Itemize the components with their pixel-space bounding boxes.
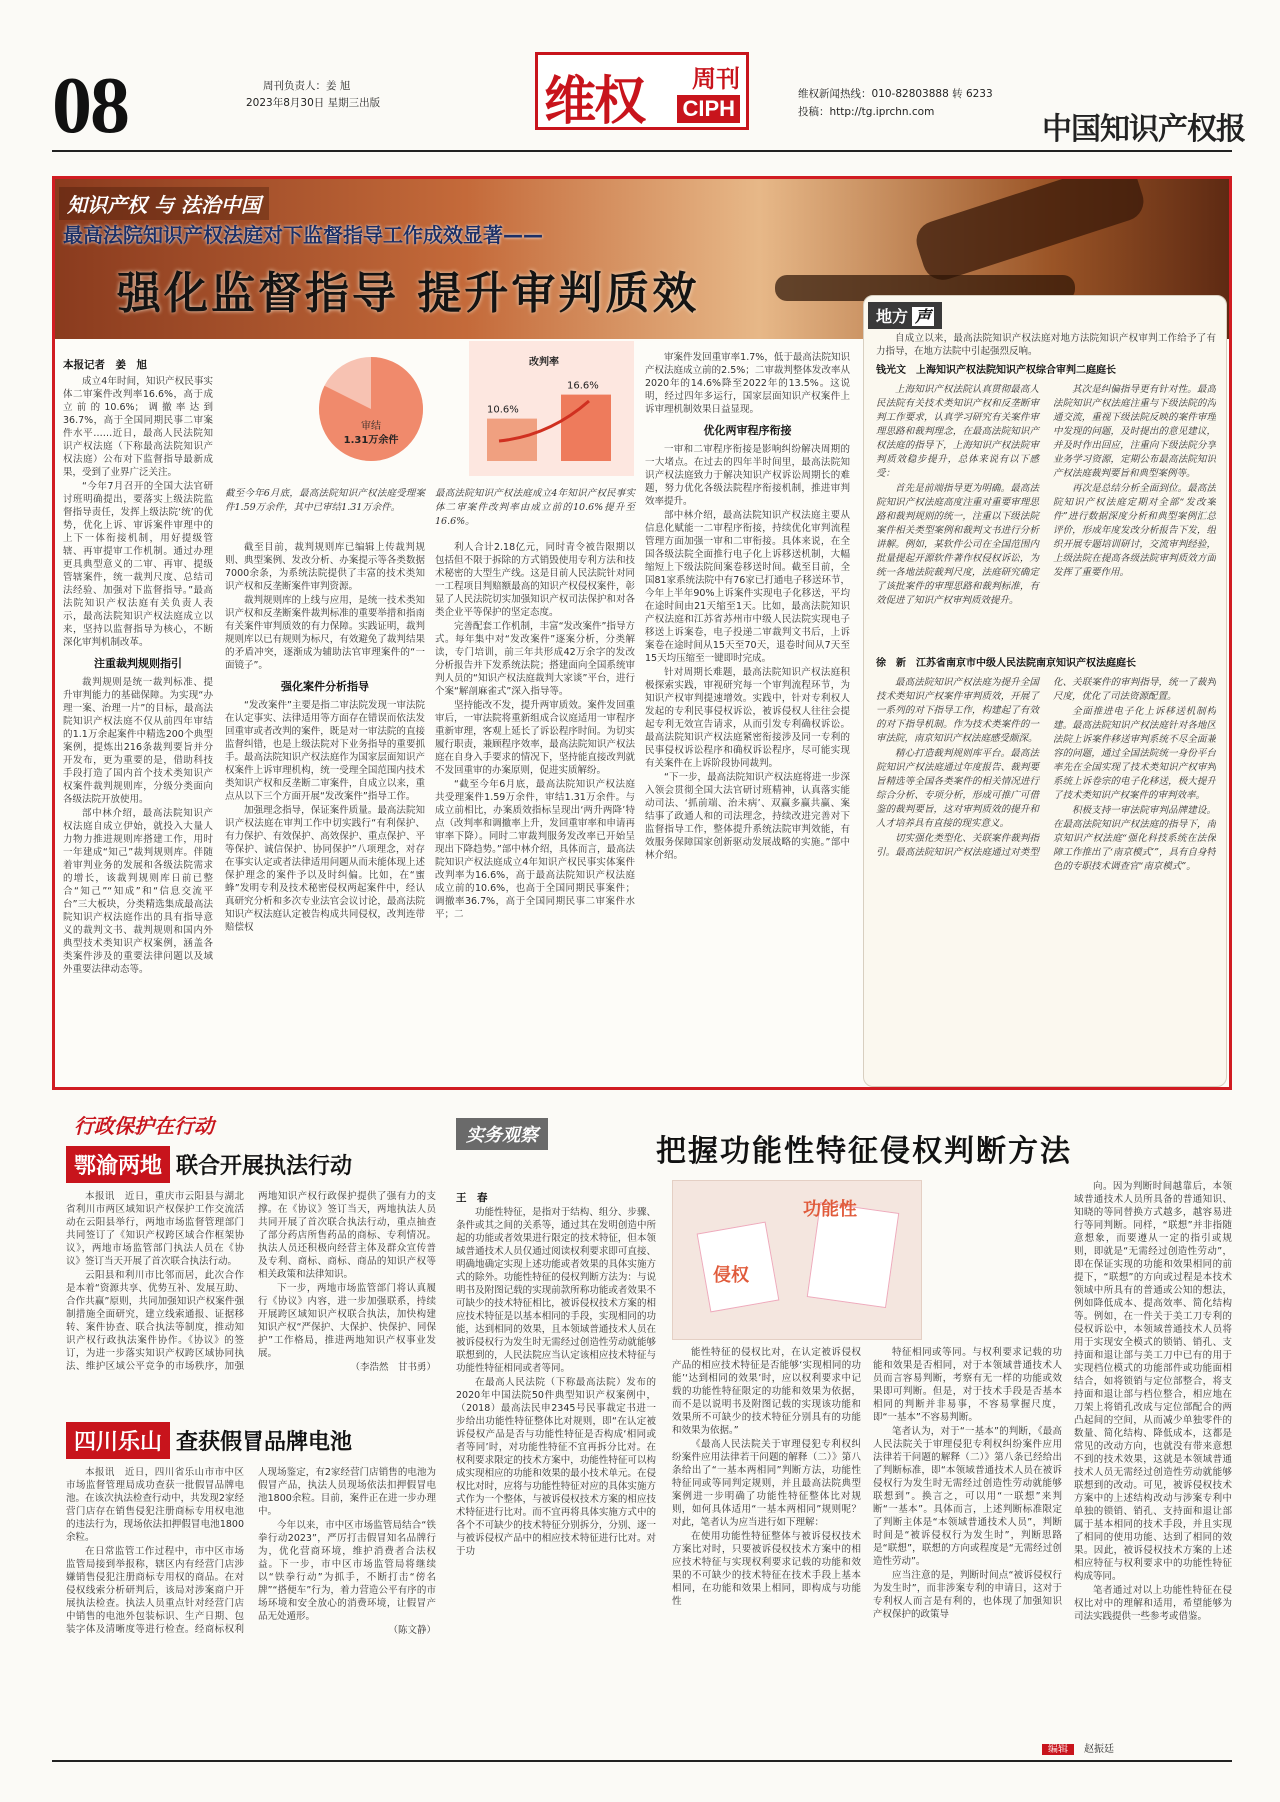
- subhead: 强化案件分析指导: [281, 680, 369, 693]
- paragraph: 特征相同或等同。与权利要求记载的功能和效果是否相同，对于本领域普通技术人员而言容易判断，考察有无一样的功能或效果即可判断。但是，对于技术手段是否基本相同的判断并非易事，不容易掌握尺度，即“一基本”不容易判断。: [873, 1347, 1062, 1423]
- analysis-illustration: [672, 1180, 922, 1340]
- paragraph: 在日常监管工作过程中，市中区市场监管局接到举报称，辖区内有经营门店涉嫌销售侵犯注册商标专用权的商品。在对侵权线索分析研判后，该局对涉案商户开展执法检查。执法人员重点针对经营门店中销售的电池外包装标识、生产日期、包装字体及清晰度等进行检查。经商标权利人现场鉴定，有2家经营门店销售的电池为假冒产品，执法人员现场依法扣押假冒电池1800余粒。目前，案件正在进一步办理中。: [66, 1467, 436, 1635]
- paragraph: 部中林介绍，最高法院知识产权法庭主要从信息化赋能一二审程序衔接，持续优化审判流程管理方面加强一审和二审衔接。具体来说，在全国各级法院全面推行电子化上诉移送机制，大幅缩短上下级法院间案卷移送时间。截至目前，全国81家系统法院中有76家已打通电子移送环节，今年上半年90%上诉案件实现电子化移送，平均在途时间由21天缩至1天。比如，最高法院知识产权法庭和江苏省苏州市中级人民法院实现电子移送上诉案卷，电子投递二审裁判文书后，上诉案卷在途时间从15天至70天，退卷时间从7天至15天均压缩至一键即时完成。: [645, 510, 850, 664]
- speaker-1-text: [876, 383, 1216, 651]
- editor-in-charge: 周刊负责人：姜 旭: [263, 80, 351, 92]
- paragraph: 上海知识产权法院认真贯彻最高人民法院有关技术类知识产权和反垄断审判工作要求，认真学习研究有关案件审理思路和裁判理念，在最高法院知识产权法庭的指导下，上海知识产权法院审判质效稳步提升，总体来说有以下感受：: [876, 384, 1039, 479]
- paragraph: 裁判规则库的上线与应用，是统一技术类知识产权和反垄断案件裁判标准的重要举措和指南有关案件审判质效的有力保障。实践证明，裁判规则库以已有规则为标尺，有效避免了裁判结果的矛盾冲突，逐渐成为辅助法官审理案件的“一面镜子”。: [225, 595, 425, 671]
- pie-chart: [313, 351, 433, 466]
- brand-main: 维权: [544, 71, 645, 132]
- feature-subtitle: 最高法院知识产权法庭对下监督指导工作成效显著——: [63, 223, 543, 247]
- paragraph: 截至目前，裁判规则库已编辑上传裁判规则、典型案例、发改分析、办案提示等各类数据7000余条，为系统法院提供了丰富的技术类知识产权和反垄断案件审判资源。: [225, 542, 425, 592]
- paragraph: 切实强化类型化、关联案件裁判指引。最高法院知识产权法庭通过对类型化、关联案件的审判指导，统一了裁判尺度，优化了司法资源配置。: [876, 677, 1216, 858]
- local-voices-tag: [868, 302, 942, 329]
- paragraph: 功能性特征，是指对于结构、组分、步骤、条件或其之间的关系等，通过其在发明创造中所起的功能或者效果进行限定的技术特征，但本领域普通技术人员仅通过阅读权利要求即可直接、明确地确定实现上述功能或者效果的具体实施方式的除外。功能性特征的侵权判断方法为：与说明书及附图记载的实现前款所称功能或者效果不可缺少的技术特征相比，被诉侵权技术方案的相应技术特征是以基本相同的手段，实现相同的功能，达到相同的效果，且本领域普通技术人员在被诉侵权行为发生时无需经过创造性劳动就能够联想到的，人民法院应当认定该相应技术特征与功能性特征相同或者等同。: [456, 1207, 656, 1374]
- brand-latin: CIPH: [677, 95, 740, 123]
- paragraph: 云阳县和利川市比邻而居，此次合作是本着“资源共享、优势互补、发展互助、合作共赢”原则，共同加强知识产权案件强制措施全面研究，建立线索通报、证据移转、案件协查、联合执法等制度，推动知识产权行政执法案件协作。《协议》的签订，为进一步落实知识产权跨区域协同执法、维护区域公平竞争的市场秩序，加强两地知识产权行政保护提供了强有力的支撑。在《协议》签订当天，两地执法人员共同开展了首次联合执法行动，重点抽查了部分药店所售药品的商标、专利情况。执法人员还积极向经营主体及群众宣传普及专利、商标、商标、商品的知识产权等相关政策和法律知识。: [66, 1191, 436, 1372]
- region-2-article: [66, 1466, 436, 1750]
- paragraph: 精心打造裁判规则库平台。最高法院知识产权法庭通过年度报告、裁判要旨精选等全国各类案件的相关情况进行综合分析、专项分析，形成可推广可借鉴的裁判要旨，这对审判质效的提升和人才培养具有直接的现实意义。: [876, 748, 1039, 829]
- gavel-image: [911, 176, 1148, 285]
- paragraph: 笔者通过对以上功能性特征在侵权比对中的理解和适用，希望能够为司法实践提供一些参考或借鉴。: [1074, 1585, 1232, 1622]
- paragraph: 本报讯 近日，重庆市云阳县与湖北省利川市两区域知识产权保护工作交流活动在云阳县举行，两地市场监督管理部门共同签订了《知识产权跨区域合作框架协议》，两地市场监管部门执法人员在《协议》签订当天开展了首次联合执法行动。: [66, 1191, 244, 1267]
- local-intro: 自成立以来，最高法院知识产权法庭对地方法院知识产权审判工作给予了有力指导，在地方法院中引起强烈反响。: [876, 333, 1216, 357]
- editor-name: 赵振廷: [1084, 1744, 1114, 1755]
- paragraph: 加强理念指导，保证案件质量。最高法院知识产权法庭在审判工作中切实践行“有利保护、有力保护、有效保护、高效保护、重点保护、平等保护、诚信保护、协同保护”八项理念，对存在事实认定或者法律适用问题从而未能体现上述保护理念的案件予以及时纠偏。比如，在“蜜蜂”发明专利及技术秘密侵权两起案件中，经认真研究分析和多次专业法官会议讨论，最高法院知识产权法庭认定被告构成共同侵权，改判连带赔偿权: [225, 805, 425, 933]
- paragraph: 首先是前端指导更为明确。最高法院知识产权法庭高度注重对重要审理思路和裁判规则的统一，注重以下级法院案件相关类型案例和裁判文书进行分析讲解。例如，某软件公司在全国范围内批量提起开源软件著作权侵权诉讼，为统一各地法院裁判尺度，法庭研究确定了该批案件的审理思路和裁判标准，有效促进了知识产权审判质效提升。: [876, 483, 1039, 606]
- bar-label-after: 16.6%: [567, 380, 599, 392]
- paragraph: “今年7月召开的全国大法官研讨班明确提出，要落实上级法院监督指导责任，发挥上级法院‘统’的优势，优化上诉、审诉案件审理中的上下一体衔接机制，用好提级管辖、再审提审工作机制。通过办理更具典型意义的二审、再审、提级管辖案件，统一裁判尺度、总结司法经验、加强对下监督指导。”最高法院知识产权法庭有关负责人表示，最高法院知识产权法庭成立以来，坚持以监督指导为核心，不断深化审判机制改革。: [63, 481, 213, 648]
- paragraph: 积极支持一审法院审判品牌建设。在最高法院知识产权法庭的指导下，南京知识产权法庭“强化科技系统在法保障工作推出了‘南京模式’”，具有自身特色的专职技术调查官“南京模式”。: [1053, 805, 1216, 872]
- paragraph: 部中林介绍，最高法院知识产权法庭自成立伊始，就投入大量人力物力推进规则库搭建工作，用时一年建成“知己”裁判规则库。伴随着审判业务的发展和各级法院需求的增长，该裁判规则库日前已整合“知己”“知成”和“信息交流平台”三大板块，分类精选集成最高法院知识产权法庭作出的具有指导意义的裁判文书、裁判规则和国内外典型技术类知识产权案例，涵盖各类案件涉及的重要法律问题以及域外重要法律动态等。: [63, 808, 213, 975]
- region-1-box: 鄂渝两地: [66, 1146, 170, 1183]
- region-2-box: 四川乐山: [66, 1422, 170, 1459]
- local-voices-sidebar: [863, 295, 1227, 1087]
- analysis-title: 把握功能性特征侵权判断方法: [656, 1134, 1072, 1169]
- region-1-header: [66, 1146, 352, 1183]
- region-2-title: 查获假冒品牌电池: [176, 1429, 353, 1455]
- speaker-2-text: [876, 676, 1216, 1018]
- feature-column-1: [63, 375, 213, 1083]
- chart-caption-pie: 截至今年6月底，最高法院知识产权法庭受理案件1.59万余件，其中已审结1.31万余件。: [225, 488, 425, 513]
- speaker-1: 钱光文 上海知识产权法院知识产权综合审判二庭庭长: [876, 365, 1116, 376]
- page-number: 08: [52, 62, 128, 150]
- weekly-brand-logo: [535, 52, 749, 130]
- paragraph: 完善配套工作机制，丰富“发改案件”指导方式。每年集中对“发改案件”逐案分析，分类解读，专门培训，前三年共形成42万余字的发改分析报告并下发系统法院；搭建面向全国系统审判人员的“知识产权法庭裁判大家谈”平台，进行个案“解剖麻雀式”深入指导等。: [435, 621, 635, 697]
- feature-column-3: [435, 541, 635, 1085]
- paragraph: 其次是纠偏指导更有针对性。最高法院知识产权法庭注重与下级法院的沟通交流，重视下级法院反映的案件审理中发现的问题，及时提出的意见建议，并及时作出回应，注重向下级法院分享业务学习资源，定期公布最高法院知识产权法庭裁判要旨和典型案例等。: [1053, 384, 1216, 479]
- feature-byline: 本报记者 姜 旭: [63, 359, 147, 371]
- editor-key: 编辑: [1042, 1744, 1074, 1755]
- feature-column-2: [225, 541, 425, 1085]
- illustration-label-infringement: 侵权: [713, 1265, 749, 1286]
- paragraph: 向。因为判断时间越靠后，本领域普通技术人员所具备的普通知识、知晓的等同替换方式越多，越容易进行等同判断。同样，“联想”并非指随意想象，而要遵从一定的指引或规则，即就是“无需经过创造性劳动”，即在保证实现的功能和效果相同的前提下，“联想”的方向或过程是本技术领域中所具有的普通或公知的想法，例如降低成本、提高效率、简化结构等。例如，在一件关于美工刀专利的侵权诉讼中，本领域普通技术人员将用于实现安全模式的锁销、销孔、支持面和退让部与美工刀中已有的用于实现档位模式的功能部件或功能面相结合，如将锁销与定位部整合，将支持面和退让部与档位整合，相应地在刀架上将销孔改成与定位部配合的两凸起间的空间，从而减少单独零件的数量、简化结构、降低成本，这都是常见的改动方向，也就没有带来意想不到的技术效果，这就是本领域普通技术人员无需经过创造性劳动就能够联想到的改动。可见，被诉侵权技术方案中的上述结构改动与涉案专利中单独的锁销、销孔、支持面和退让部属于基本相同的技术手段，并且实现了相同的使用功能、达到了相同的效果。因此，被诉侵权技术方案的上述相应特征与权利要求中的功能性特征构成等同。: [1074, 1181, 1232, 1582]
- region-1-title: 联合开展执法行动: [176, 1153, 353, 1179]
- subhead: 优化两审程序衔接: [703, 424, 792, 437]
- speaker-2: 徐 新 江苏省南京市中级人民法院南京知识产权法庭庭长: [876, 658, 1136, 669]
- paragraph: 《最高人民法院关于审理侵犯专利权纠纷案件应用法律若干问题的解释（二）》第八条给出了“一基本两相同”判断方法，功能性特征同或等同判定规则，并且最高法院典型案例进一步明确了功能性特征整体比对规则，如何具体适用“一基本两相同”规则呢？对此，笔者认为应当进行如下理解：: [672, 1439, 861, 1528]
- illustration-label-functional: 功能性: [803, 1199, 857, 1220]
- news-hotline: 维权新闻热线：010-82803888 转 6233: [798, 88, 993, 100]
- paragraph: 应当注意的是，判断时间点“被诉侵权行为发生时”，而非涉案专利的申请日，这对于专利权人而言是有利的，也体现了加强知识产权保护的政策导: [873, 1570, 1062, 1620]
- submission-link[interactable]: 投稿：http://tg.iprchn.com: [798, 106, 935, 118]
- page-editor: [1042, 1740, 1114, 1755]
- paragraph: “发改案件”主要是指二审法院发现一审法院在认定事实、法律适用等方面存在错误而依法发回重审或者改判的案件，既是对一审法院的直接监督纠错，也是上级法院对下业务指导的重要抓手。最高法院知识产权法庭作为国家层面知识产权案件上诉审理机构，统一受理全国范围内技术类知识产权和反垄断二审案件，自成立以来，重点从以下三个方面开展“发改案件”指导工作。: [225, 700, 425, 802]
- paragraph: 在最高人民法院（下称最高法院）发布的2020年中国法院50件典型知识产权案例中，（2018）最高法民申2345号民事裁定书进一步给出功能性特征整体比对规则，即“在认定被诉侵权产品是否与功能性特征是否构成‘相同或者等同’时，对功能性特征不宜再拆分比对。在权利要求限定的技术方案中，功能性特征可以构成实现相应的功能和效果的最小技术单元。在侵权比对时，应将与功能性特征对应的具体实施方式作为一个整体，与被诉侵权技术方案的相应技术特征进行比对。而不宜再将具体实施方式中的各个不可缺少的技术特征分别拆分，分别、逐一与被诉侵权产品中的相应技术特征进行比对。对于功: [456, 1377, 656, 1557]
- section-tag: 知识产权 与 法治中国: [59, 187, 269, 220]
- pie-label: 审结: [361, 421, 381, 432]
- issue-date: 2023年8月30日 星期三出版: [246, 97, 381, 109]
- local-tag-text: 地方: [876, 307, 909, 326]
- paragraph: 本报讯 近日，四川省乐山市市中区市场监督管理局成功查获一批假冒品牌电池。在该次执法检查行动中，共发现2家经营门店存在销售侵犯注册商标专用权电池的违法行为，现场依法扣押假冒电池1800余粒。: [66, 1467, 244, 1543]
- paragraph: 成立4年时间，知识产权民事实体二审案件改判率16.6%，高于成立前的10.6%；调撤率达到36.7%，高于全国同期民事二审案件水平……近日，最高人民法院知识产权法庭（下称最高法院知识产权法庭）公布对下监督指导最新成果，受到了业界广泛关注。: [63, 376, 213, 478]
- brand-weekly: 周刊: [692, 65, 740, 93]
- feature-article-frame: [52, 176, 1232, 1090]
- paragraph: 全面推进电子化上诉移送机制构建。最高法院知识产权法庭针对各地区法院上诉案件移送审判系统不尽全面兼容的问题，通过全国法院统一身份平台率先在全国实现了技术类知识产权审判系统上诉卷宗的电子化移送，极大提升了技术类知识产权案件的审判效率。: [1053, 706, 1216, 801]
- paragraph: 笔者认为，对于“一基本”的判断，《最高人民法院关于审理侵犯专利权纠纷案件应用法律若干问题的解释（二）》第八条已经给出了判断标准，即“本领域普通技术人员在被诉侵权行为发生时无需经过创造性劳动就能够联想到”。换言之，可以用“一联想”来判断“一基本”。具体而言，上述判断标准限定了判断主体是“本领域普通技术人员”，判断时间是“被诉侵权行为发生时”，判断思路是“联想”，联想的方向或程度是“无需经过创造性劳动”。: [873, 1426, 1062, 1567]
- region-1-article: [66, 1190, 436, 1412]
- analysis-section-tag: 实务观察: [456, 1118, 548, 1150]
- region-2-header: [66, 1422, 352, 1459]
- newspaper-name: 中国知识产权报: [1042, 112, 1245, 147]
- bar-label-before: 10.6%: [487, 404, 519, 416]
- bar-chart: [469, 341, 634, 476]
- bar-chart-title: 改判率: [529, 357, 559, 368]
- analysis-column-2-3: [672, 1346, 1062, 1740]
- paragraph: 最高法院知识产权法庭为提升全国技术类知识产权案件审判质效，开展了一系列的对下指导工作，构建起了有效的对下指导机制。作为技术类案件的一审法院，南京知识产权法庭感受颇深。: [876, 677, 1039, 744]
- pie-value-label: 1.31万余件: [343, 435, 399, 446]
- feature-title: 强化监督指导 提升审判质效: [117, 268, 700, 319]
- paragraph: 能性特征的侵权比对，在认定被诉侵权产品的相应技术特征是否能够‘实现相同的功能’‘达到相同的效果’时，应以权利要求中记载的功能性特征限定的功能和效果为依据，而不是以说明书及附图记载的实现该功能和效果所不可缺少的技术特征分别具有的功能和效果为依据。”: [672, 1347, 861, 1436]
- paragraph: 在使用功能性特征整体与被诉侵权技术方案比对时，只要被诉侵权技术方案中的相应技术特征与实现权利要求记载的功能和效果的不可缺少的技术特征在技术手段上基本相同，在功能和效果上相同，即构成与功能性: [672, 1531, 861, 1607]
- analysis-column-1: [456, 1206, 656, 1740]
- local-voices-body: [876, 332, 1216, 1082]
- footer-rule: [52, 1760, 1232, 1762]
- paragraph: 坚持能改不发，提升两审质效。案件发回重审后，一审法院将重新组成合议庭适用一审程序重新审理，客观上延长了诉讼程序时间。为切实履行职责，兼顾程序效率，最高法院知识产权法庭在自身入手要求的情况下，坚持能直接改判就不发回重审的办案原则，促进实质解纷。: [435, 700, 635, 776]
- feature-column-4: [645, 351, 850, 1085]
- analysis-column-4: [1074, 1180, 1232, 1736]
- paragraph: 审案件发回重审率1.7%，低于最高法院知识产权法庭成立前的2.5%；二审裁判整体发改率从2020年的14.6%降至2022年的13.5%。这说明，经过四年多运行，国家层面知识产权案件上诉审理机制效果日益显现。: [645, 352, 850, 415]
- region-2-signer: （陈文静）: [388, 1625, 436, 1636]
- local-tag-suffix: 声: [912, 307, 934, 326]
- paragraph: 今年以来，市中区市场监管局结合“铁拳行动2023”，严厉打击假冒知名品牌行为，优化营商环境，维护消费者合法权益。下一步，市中区市场监管局将继续以“铁拳行动”为抓手，不断打击“傍名牌”“搭便车”行为，着力营造公平有序的市场环境和安全放心的消费环境，让假冒产品无处遁形。: [258, 1520, 436, 1622]
- paragraph: 再次是总结分析全面到位。最高法院知识产权法庭定期对全部“发改案件”进行数据深度分析和典型案例汇总评价，形成年度发改分析报告下发，组织开展专题培训研讨，交流审判经验，上级法院在提高各级法院审判质效方面发挥了重要作用。: [1053, 483, 1216, 578]
- admin-section-logo: 行政保护在行动: [74, 1114, 214, 1138]
- analysis-author: 王 春: [456, 1192, 488, 1204]
- chart-caption-bar: 最高法院知识产权法庭成立4年知识产权民事实体二审案件改判率由成立前的10.6%提升至16.6%。: [435, 488, 635, 527]
- paragraph: “截至今年6月底，最高法院知识产权法庭共受理案件1.59万余件，审结1.31万余件。与成立前相比，办案质效指标呈现出‘两升两降’特点（改判率和调撤率上升，发回重审率和申请再审率下降）。同时二审裁判服务发改率已开始呈现出下降趋势。”部中林介绍，具体而言，最高法院知识产权法庭成立4年知识产权民事实体案件改判率为16.6%，高于最高法院知识产权法庭成立前的10.6%，也高于全国同期民事案件；调撤率36.7%，高于全国同期民事二审案件水平；二: [435, 779, 635, 920]
- paragraph: 利人合计2.18亿元，同时青令被告限期以包括但不限于拆除的方式销毁使用专利方法和技术秘密的大型生产线。这是目前人民法院针对同一工程项目判赔额最高的知识产权侵权案件，彰显了人民法院切实加强知识产权司法保护和对各类企业平等保护的坚定态度。: [435, 542, 635, 618]
- masthead-rule: [52, 150, 1232, 152]
- subhead: 注重裁判规则指引: [94, 657, 182, 670]
- paragraph: “下一步，最高法院知识产权法庭将进一步深入领会贯彻全国大法官研讨班精神，认真落实能动司法、‘抓前端、治未病’、双赢多赢共赢、案结事了政通人和的司法理念，持续改进完善对下监督指导工作，整体提升系统法院审判效能，有效服务保障国家创新驱动发展战略的实施。”部中林介绍。: [645, 772, 850, 861]
- paragraph: 针对周期长难题，最高法院知识产权法庭积极探索实践，审视研究每一个审判流程环节，为知识产权审判提速增效。实践中，针对专利权人发起的专利民事侵权诉讼，被诉侵权人往往会提起专利无效宣告请求，从而引发专利确权诉讼。最高法院知识产权法庭紧密衔接涉及同一专利的民事侵权诉讼程序和确权诉讼程序，尽可能实现有关案件在上诉阶段协同裁判。: [645, 667, 850, 769]
- region-1-signer: （李浩然 甘书勇）: [350, 1362, 436, 1373]
- paragraph: 裁判规则是统一裁判标准、提升审判能力的基础保障。为实现“办理一案、治理一片”的目标，最高法院知识产权法庭不仅从前四年审结的1.1万余起案件中精选200个典型案例，提炼出216条裁判要旨并分开发布，更为重要的是，借助科技手段打造了国内首个技术类知识产权案件裁判规则库，分级分类面向各级法院开放使用。: [63, 677, 213, 805]
- paragraph: 一审和二审程序衔接是影响纠纷解决周期的一大堵点。在过去的四年半时间里，最高法院知识产权法庭致力于解决知识产权诉讼周期长的难题，努力优化各级法院程序衔接机制，推进审判效率提升。: [645, 444, 850, 507]
- paragraph: 下一步，两地市场监管部门将认真履行《协议》内容，进一步加强联系，持续开展跨区域知识产权联合执法，加快构建知识产权“严保护、大保护、快保护、同保护”工作格局，推进两地知识产权事业发展。: [258, 1283, 436, 1359]
